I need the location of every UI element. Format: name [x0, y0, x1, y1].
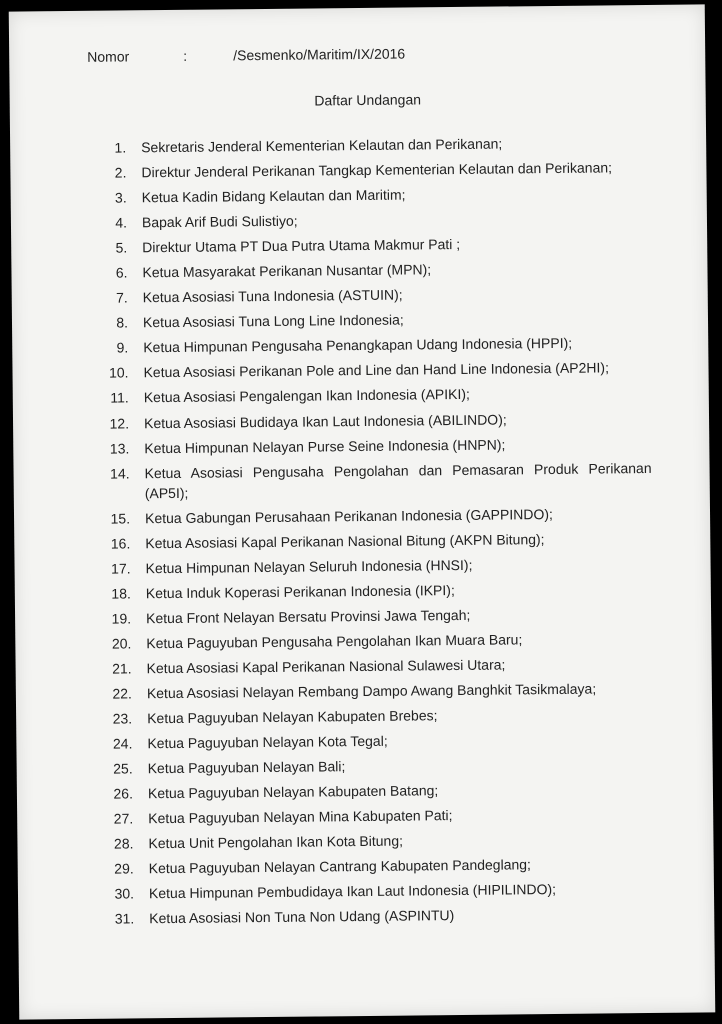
list-item — [93, 578, 653, 604]
nomor-value: /Sesmenko/Maritim/IX/2016 — [233, 45, 406, 64]
list-item-text: Ketua Paguyuban Nelayan Kabupaten Brebes; — [147, 707, 438, 727]
list-item — [96, 903, 656, 929]
list-item-text: Ketua Paguyuban Nelayan Mina Kabupaten Pati; — [148, 807, 453, 827]
list-item-text: Bapak Arif Budi Sulistiyo; — [141, 212, 298, 231]
list-item-text: Ketua Asosiasi Nelayan Rembang Dampo Awang Banghkit Tasikmalaya; — [146, 680, 597, 702]
list-item-text: Ketua Asosiasi Tuna Long Line Indonesia; — [142, 311, 404, 331]
list-item-text: Ketua Paguyuban Nelayan Kota Tegal; — [147, 732, 388, 752]
list-item — [90, 357, 650, 383]
list-item-text: Ketua Paguyuban Nelayan Cantrang Kabupaten Pandeglang; — [148, 856, 531, 877]
list-item — [94, 728, 654, 754]
list-item-number: 19. — [111, 610, 132, 627]
list-item-number: 25. — [113, 760, 133, 777]
list-item — [92, 503, 652, 529]
list-item-text: Direktur Jenderal Perikanan Tangkap Kementerian Kelautan dan Perikanan; — [141, 159, 613, 181]
list-item-number: 15. — [110, 510, 131, 527]
list-item-number: 21. — [112, 660, 132, 677]
list-item-text: Ketua Asosiasi Non Tuna Non Udang (ASPINTU) — [149, 907, 455, 927]
list-item-number: 10. — [108, 364, 129, 382]
list-item-text: Ketua Himpunan Pengusaha Penangkapan Udang Indonesia (HPPI); — [143, 335, 573, 356]
list-item-number: 24. — [112, 735, 133, 752]
list-item-text: Ketua Asosiasi Kapal Perikanan Nasional Sulawesi Utara; — [146, 656, 506, 677]
list-item-number: 26. — [113, 785, 134, 802]
list-item-text: Ketua Himpunan Nelayan Purse Seine Indonesia (HNPN); — [144, 436, 506, 456]
list-item-text: Ketua Paguyuban Nelayan Kabupaten Batang; — [147, 782, 439, 802]
list-item — [88, 157, 648, 183]
list-item-text: Ketua Unit Pengolahan Ikan Kota Bitung; — [148, 832, 404, 852]
document-title: Daftar Undangan — [314, 91, 422, 109]
list-item-number: 6. — [115, 264, 128, 281]
list-item — [93, 628, 653, 654]
list-item — [89, 207, 649, 233]
list-item — [90, 332, 650, 358]
list-item — [96, 853, 656, 879]
list-item-text: Ketua Masyarakat Perikanan Nusantar (MPN); — [142, 261, 432, 281]
list-item-text: Ketua Asosiasi Perikanan Pole and Line dan Hand Line Indonesia (AP2HI); — [143, 359, 610, 381]
list-item-number: 16. — [110, 535, 131, 552]
list-item — [90, 282, 650, 308]
list-item-number: 9. — [116, 339, 129, 356]
list-item — [92, 528, 652, 554]
list-item — [94, 703, 654, 729]
list-item-number: 20. — [111, 635, 132, 652]
list-item — [89, 257, 649, 283]
list-item — [90, 307, 650, 333]
list-item-number: 28. — [113, 835, 134, 852]
list-item-number: 3. — [114, 189, 127, 206]
list-item — [95, 803, 655, 829]
list-item-number: 22. — [112, 685, 132, 702]
nomor-label: Nomor — [87, 48, 130, 65]
list-item — [93, 603, 653, 629]
list-item-text: Ketua Paguyuban Nelayan Bali; — [147, 758, 346, 777]
list-item-number: 2. — [114, 164, 127, 181]
list-item — [91, 458, 651, 504]
list-item-text: Ketua Asosiasi Kapal Perikanan Nasional Bitung (AKPN Bitung); — [145, 530, 545, 551]
list-item-text: Ketua Induk Koperasi Perikanan Indonesia (IKPI); — [145, 581, 455, 602]
list-item — [89, 182, 649, 208]
list-item — [94, 653, 654, 679]
invitation-list — [88, 132, 656, 934]
list-item-number: 27. — [113, 810, 134, 827]
list-item-number: 17. — [111, 560, 131, 577]
list-item-text: Ketua Asosiasi Budidaya Ikan Laut Indonesia (ABILINDO); — [143, 410, 507, 431]
list-item — [91, 407, 651, 433]
list-item-text: Ketua Gabungan Perusahaan Perikanan Indonesia (GAPPINDO); — [144, 505, 553, 526]
list-item-number: 13. — [109, 439, 130, 457]
list-item — [92, 553, 652, 579]
list-item — [95, 828, 655, 854]
list-item-number: 7. — [115, 289, 128, 306]
list-item-number: 30. — [114, 885, 135, 902]
list-item — [95, 778, 655, 804]
list-item-number: 11. — [110, 389, 129, 407]
letter-number-line — [87, 46, 405, 65]
list-item-number: 12. — [109, 414, 130, 432]
list-item-number: 31. — [114, 910, 135, 928]
list-item — [96, 878, 656, 904]
document-page — [9, 4, 716, 1019]
list-item-text: Ketua Front Nelayan Bersatu Provinsi Jawa Tengah; — [146, 606, 471, 627]
list-item-number: 8. — [116, 314, 129, 331]
list-item-number: 4. — [115, 214, 128, 231]
list-item-number: 23. — [112, 710, 133, 727]
list-item-number: 29. — [114, 860, 134, 877]
list-item — [94, 678, 654, 704]
list-item-text: Ketua Asosiasi Tuna Indonesia (ASTUIN); — [142, 286, 403, 306]
list-item-text: Ketua Himpunan Nelayan Seluruh Indonesia (HNSI); — [145, 556, 473, 577]
list-item-number: 5. — [115, 239, 128, 256]
list-item-text: Ketua Asosiasi Pengusaha Pengolahan dan Pemasaran Produk Perikanan (AP5I); — [144, 459, 652, 501]
nomor-colon: : — [183, 47, 188, 64]
list-item-text: Ketua Paguyuban Pengusaha Pengolahan Ikan Muara Baru; — [146, 631, 523, 652]
list-item-text: Ketua Kadin Bidang Kelautan dan Maritim; — [141, 186, 406, 206]
list-item-text: Ketua Himpunan Pembudidaya Ikan Laut Indonesia (HIPILINDO); — [148, 881, 557, 902]
list-item — [91, 433, 651, 459]
list-item-number: 14. — [110, 465, 130, 482]
list-item-text: Sekretaris Jenderal Kementerian Kelautan dan Perikanan; — [141, 135, 503, 156]
list-item-text: Ketua Asosiasi Pengalengan Ikan Indonesia (APIKI); — [143, 386, 470, 406]
list-item — [89, 232, 649, 258]
list-item — [88, 132, 648, 158]
list-item-text: Direktur Utama PT Dua Putra Utama Makmur Pati ; — [142, 236, 461, 256]
list-item-number: 1. — [114, 139, 127, 156]
list-item-number: 18. — [111, 585, 131, 602]
list-item — [91, 382, 651, 408]
list-item — [95, 753, 655, 779]
